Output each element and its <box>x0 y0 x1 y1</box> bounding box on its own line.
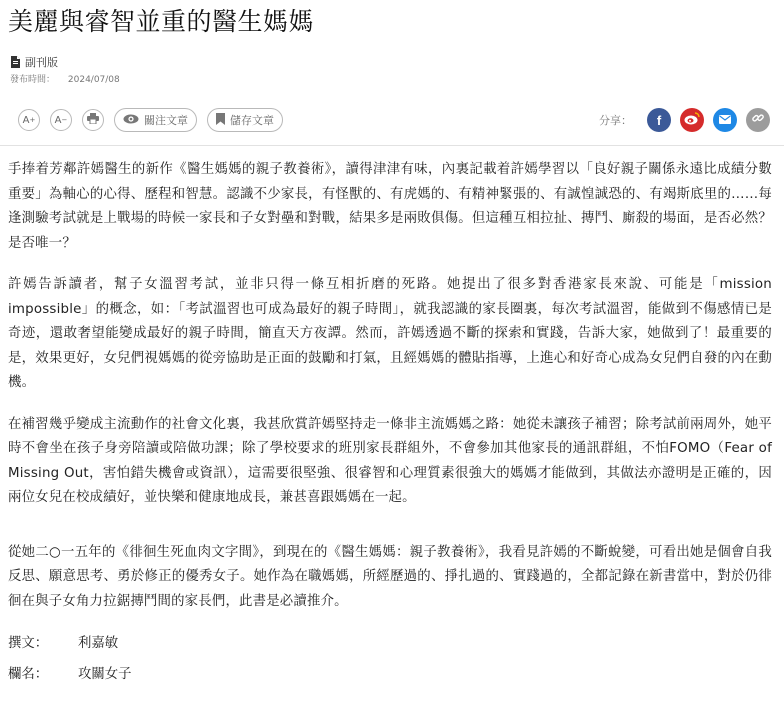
weibo-icon <box>684 112 700 129</box>
eye-icon <box>123 114 139 127</box>
publish-date <box>10 72 120 85</box>
paragraph: 在補習幾乎變成主流動作的社會文化裏，我甚欣賞許嫣堅持走一條非主流媽媽之路：她從未讓孩子補習；除考試前兩周外，她平時不會坐在孩子身旁陪讀或陪做功課；除了學校要求的班別家長群組外，不會參加其他家長的通訊群組，不怕FOMO（Fear of Missing Out，害怕錯失機會或資訊），這需要很堅強、很睿智和心理質素很強大的媽媽才能做到，其做法亦證明是正確的，因兩位女兒在校成績好，並快樂和健康地成長，兼甚喜跟媽媽在一起。 <box>8 416 772 505</box>
bookmark-icon <box>216 113 225 128</box>
print-button[interactable] <box>82 109 104 131</box>
link-icon <box>752 112 764 128</box>
section-label: 副刊版 <box>25 56 58 69</box>
mail-icon <box>719 113 731 128</box>
save-article-label: 儲存文章 <box>230 114 274 127</box>
font-increase-label: A <box>22 114 30 126</box>
article-meta <box>8 628 132 690</box>
save-article-button[interactable] <box>207 108 283 132</box>
article-body <box>8 158 772 631</box>
author-label: 撰文： <box>8 636 49 651</box>
facebook-share-button[interactable] <box>647 108 671 132</box>
publish-date-value: 2024/07/08 <box>67 75 120 85</box>
paragraph: 從她二○一五年的《徘徊生死血肉文字間》，到現在的《醫生媽媽：親子教養術》，我看見許嫣的不斷蛻變，可看出她是個會自我反思、願意思考、勇於修正的優秀女子。她作為在職媽媽，所經歷過的、掙扎過的、實踐過的，全都記錄在新書當中，對於仍徘徊在與子女角力拉鋸摶鬥間的家長們，此書是必讀推介。 <box>8 544 772 609</box>
article-toolbar <box>18 108 283 132</box>
copy-link-button[interactable] <box>746 108 770 132</box>
section-tag[interactable] <box>10 54 58 70</box>
email-share-button[interactable] <box>713 108 737 132</box>
follow-article-button[interactable] <box>114 108 197 132</box>
share-label: 分享： <box>599 114 632 127</box>
facebook-icon: f <box>656 112 662 128</box>
publish-date-label: 發布時間： <box>10 75 56 85</box>
follow-article-label: 關注文章 <box>144 114 188 127</box>
printer-icon <box>87 113 99 127</box>
font-decrease-label: A <box>54 114 62 126</box>
column-row <box>8 659 132 690</box>
font-decrease-button[interactable]: A − <box>50 109 72 131</box>
column-name: 攻關女子 <box>78 667 132 682</box>
author-row <box>8 628 132 659</box>
author-name: 利嘉敏 <box>78 636 119 651</box>
share-bar <box>599 108 770 132</box>
weibo-share-button[interactable] <box>680 108 704 132</box>
column-label: 欄名： <box>8 667 49 682</box>
paragraph: 許嫣告訴讀者，幫子女溫習考試，並非只得一條互相折磨的死路。她提出了很多對香港家長來說、可能是「mission impossible」的概念，如：「考試溫習也可成為最好的親子時間」，就我認識的家長圈裏，每次考試溫習，能做到不傷感情已是奇迹，還敢奢望能變成最好的親子時間，簡直天方夜譚。然而，許嫣透過不斷的探索和實踐，告訴大家，她做到了！最重要的是，效果更好，女兒們視媽媽的從旁協助是正面的鼓勵和打氣，且經媽媽的體貼指導，上進心和好奇心成為女兒們自發的內在動機。 <box>8 277 772 390</box>
toolbar-divider <box>0 145 784 146</box>
font-increase-button[interactable]: A + <box>18 109 40 131</box>
document-icon <box>10 56 21 68</box>
paragraph: 手捧着芳鄰許嫣醫生的新作《醫生媽媽的親子教養術》，讀得津津有味，內裏記載着許嫣學習以「良好親子關係永遠比成績分數重要」為軸心的心得、歷程和智慧。認識不少家長，有怪獸的、有虎媽的、有精神緊張的、有誠惶誠恐的、有竭斯底里的……每逢測驗考試就是上戰場的時候一家長和子女對壘和對戰，結果多是兩敗俱傷。但這種互相拉扯、摶鬥、廝殺的場面，是否必然？是否唯一？ <box>8 162 772 251</box>
article-title: 美麗與睿智並重的醫生媽媽 <box>8 7 315 36</box>
